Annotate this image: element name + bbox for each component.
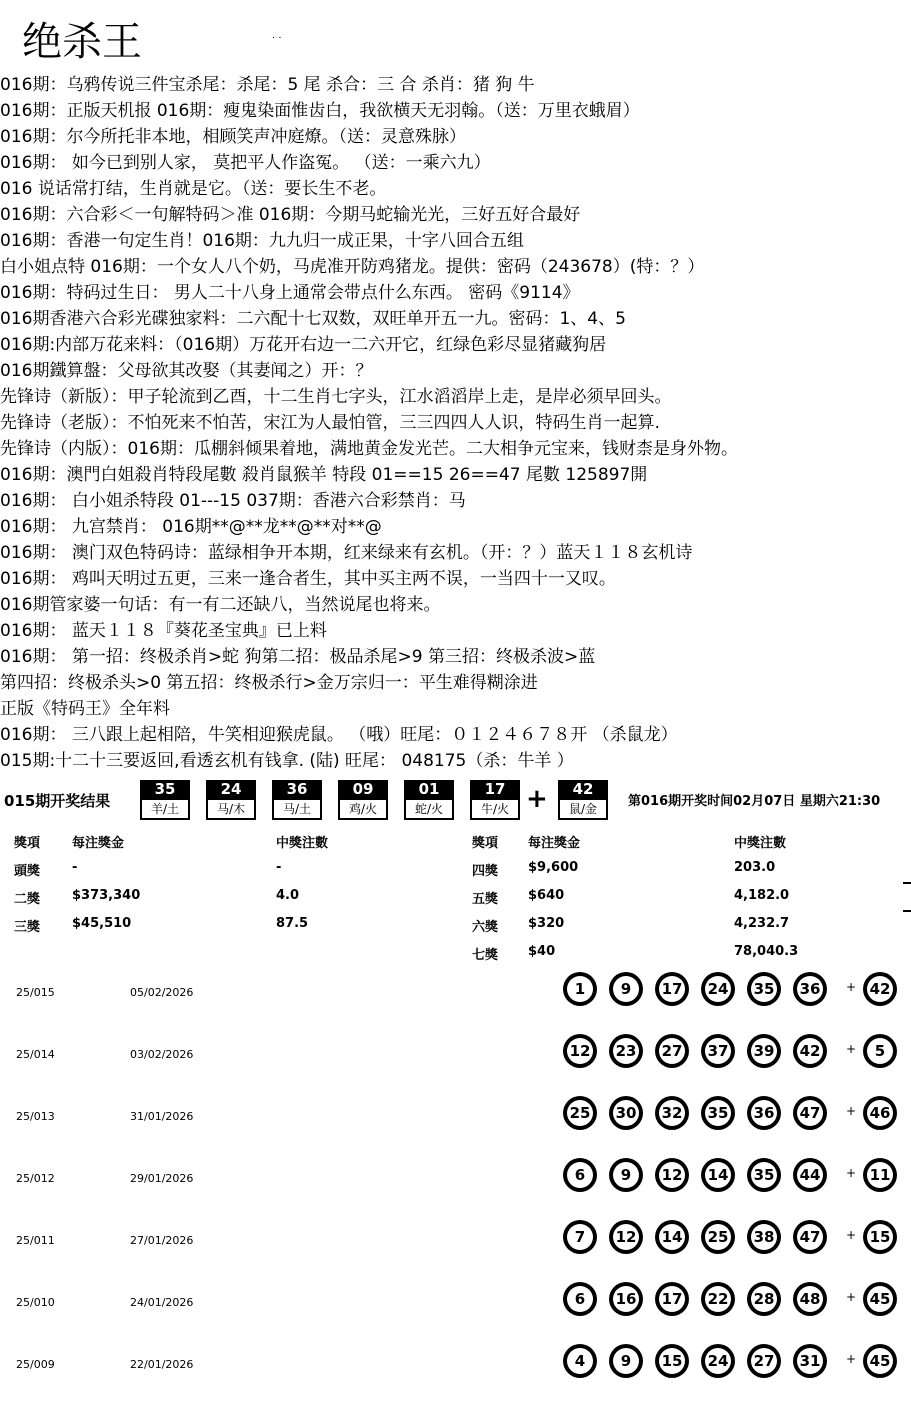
history-ball (793, 972, 827, 1006)
history-issue: 25/009 (16, 1358, 55, 1371)
history-issue: 25/010 (16, 1296, 55, 1309)
history-ball-number: 5 (867, 1038, 893, 1064)
text-line: 016期：香港一句定生肖！016期：九九归一成正果，十字八回合五组 (0, 231, 524, 251)
history-ball (747, 972, 781, 1006)
prize-count: 203.0 (734, 860, 776, 875)
prize-name: 五獎 (472, 892, 499, 907)
history-ball (609, 1158, 643, 1192)
history-ball-number: 12 (613, 1224, 639, 1250)
history-row (0, 1340, 911, 1402)
divider (903, 910, 911, 912)
history-ball (563, 1158, 597, 1192)
history-ball-number: 1 (567, 976, 593, 1002)
history-ball-number: 17 (659, 1286, 685, 1312)
text-line: 016期：正版天机报 016期：瘦鬼染面惟齿白，我欲横天无羽翰。（送：万里衣蛾眉） (0, 101, 640, 121)
history-ball-number: 45 (867, 1286, 893, 1312)
prize-header: 中獎注數 (276, 836, 329, 851)
history-ball (701, 1034, 735, 1068)
history-date: 24/01/2026 (130, 1296, 194, 1309)
history-ball (655, 1282, 689, 1316)
history-special-ball (863, 972, 897, 1006)
history-ball (563, 1282, 597, 1316)
history-ball (793, 1220, 827, 1254)
text-line: 016期：澳門白姐殺肖特段尾數 殺肖鼠猴羊 特段 01==15 26==47 尾數 125897開 (0, 465, 648, 485)
history-ball-number: 48 (797, 1286, 823, 1312)
history-date: 27/01/2026 (130, 1234, 194, 1247)
history-row (0, 1092, 911, 1154)
text-line: 第四招：终极杀头>0 第五招：终极杀行>金万宗归一：平生难得糊涂进 (0, 673, 538, 693)
history-ball-number: 15 (659, 1348, 685, 1374)
history-ball (701, 1158, 735, 1192)
history-date: 29/01/2026 (130, 1172, 194, 1185)
text-line: 白小姐点特 016期：一个女人八个奶，马虎准开防鸡猪龙。提供：密码（243678）(特：？） (0, 257, 705, 277)
history-ball (609, 1344, 643, 1378)
ball-number: 24 (206, 780, 256, 798)
history-special-ball (863, 1220, 897, 1254)
ball-zodiac: 鸡/火 (338, 798, 388, 820)
ball-zodiac: 蛇/火 (404, 798, 454, 820)
history-row (0, 1216, 911, 1278)
prize-count: 78,040.3 (734, 944, 799, 959)
history-ball (793, 1158, 827, 1192)
history-ball-number: 14 (705, 1162, 731, 1188)
history-ball (747, 1220, 781, 1254)
plus-sign: + (846, 1290, 857, 1304)
plus-sign: + (846, 1166, 857, 1180)
prize-amount: $320 (528, 916, 565, 931)
history-special-ball (863, 1158, 897, 1192)
prize-name: 四獎 (472, 864, 499, 879)
text-line: 016期： 如今已到别人家， 莫把平人作盗冤。 （送：一乘六九） (0, 153, 491, 173)
ball-zodiac: 马/木 (206, 798, 256, 820)
history-ball (701, 972, 735, 1006)
text-line: 016期：尔今所托非本地，相顾笑声冲庭燎。（送：灵意殊脉） (0, 127, 466, 147)
history-ball-number: 9 (613, 1162, 639, 1188)
history-special-ball (863, 1034, 897, 1068)
history-ball (747, 1096, 781, 1130)
ball-zodiac: 牛/火 (470, 798, 520, 820)
prize-name: 三獎 (14, 920, 41, 935)
history-ball (609, 972, 643, 1006)
prize-name: 二獎 (14, 892, 41, 907)
history-ball-number: 17 (659, 976, 685, 1002)
text-line: 016期： 第一招：终极杀肖>蛇 狗第二招：极品杀尾>9 第三招：终极杀波>蓝 (0, 647, 596, 667)
prize-header: 每注獎金 (528, 836, 581, 851)
history-ball-number: 31 (797, 1348, 823, 1374)
plus-sign: + (846, 980, 857, 994)
prize-amount: $373,340 (72, 888, 141, 903)
ball-number: 35 (140, 780, 190, 798)
prize-amount: $45,510 (72, 916, 132, 931)
text-line: 016 说话常打结，生肖就是它。（送：要长生不老。 (0, 179, 387, 199)
history-ball (563, 972, 597, 1006)
history-ball-number: 6 (567, 1162, 593, 1188)
history-issue: 25/013 (16, 1110, 55, 1123)
prize-amount: $640 (528, 888, 565, 903)
history-ball (701, 1096, 735, 1130)
draw-result (0, 778, 911, 824)
history-ball-number: 47 (797, 1100, 823, 1126)
ball-zodiac: 马/土 (272, 798, 322, 820)
result-ball (140, 780, 190, 820)
plus-sign: + (846, 1352, 857, 1366)
plus-sign: + (846, 1228, 857, 1242)
history-ball-number: 25 (705, 1224, 731, 1250)
text-line: 016期鐵算盤：父母欲其改娶（其妻闻之）开：？ (0, 361, 373, 381)
history-ball-number: 28 (751, 1286, 777, 1312)
history-ball-number: 44 (797, 1162, 823, 1188)
history-date: 03/02/2026 (130, 1048, 194, 1061)
prize-count: 4.0 (276, 888, 300, 903)
divider (903, 882, 911, 884)
history-ball-number: 4 (567, 1348, 593, 1374)
ball-zodiac: 鼠/金 (558, 798, 608, 820)
prize-count: 4,182.0 (734, 888, 790, 903)
prize-amount: $9,600 (528, 860, 579, 875)
history-date: 05/02/2026 (130, 986, 194, 999)
history-ball (747, 1282, 781, 1316)
history-row (0, 1278, 911, 1340)
history-ball-number: 12 (659, 1162, 685, 1188)
history-date: 31/01/2026 (130, 1110, 194, 1123)
history-ball-number: 38 (751, 1224, 777, 1250)
result-ball (338, 780, 388, 820)
prize-table (0, 826, 911, 966)
history-ball-number: 47 (797, 1224, 823, 1250)
ball-number: 42 (558, 780, 608, 798)
history-ball-number: 27 (751, 1348, 777, 1374)
special-ball (558, 780, 608, 820)
history-ball-number: 11 (867, 1162, 893, 1188)
history-ball-number: 22 (705, 1286, 731, 1312)
history-ball-number: 15 (867, 1224, 893, 1250)
history-row (0, 1030, 911, 1092)
history-issue: 25/012 (16, 1172, 55, 1185)
text-line: 016期：六合彩＜一句解特码＞准 016期：今期马蛇输光光，三好五好合最好 (0, 205, 581, 225)
history-ball (655, 972, 689, 1006)
history-ball-number: 36 (751, 1100, 777, 1126)
prize-header: 獎項 (14, 836, 41, 851)
history-ball-number: 35 (705, 1100, 731, 1126)
history-ball (609, 1220, 643, 1254)
history-ball (701, 1220, 735, 1254)
plus-sign: + (846, 1104, 857, 1118)
result-ball (272, 780, 322, 820)
history-ball (563, 1344, 597, 1378)
text-line: 016期:内部万花来料：（016期）万花开右边一二六开它，红绿色彩尽显猪藏狗居 (0, 335, 607, 355)
ball-number: 09 (338, 780, 388, 798)
history-ball (793, 1034, 827, 1068)
history-special-ball (863, 1282, 897, 1316)
history-ball-number: 32 (659, 1100, 685, 1126)
history-ball (747, 1034, 781, 1068)
text-line: 016期管家婆一句话：有一有二还缺八，当然说尾也将来。 (0, 595, 441, 615)
history-ball (701, 1282, 735, 1316)
plus-sign: + (526, 784, 548, 814)
result-label: 015期开奖结果 (4, 792, 111, 810)
prize-name: 頭獎 (14, 864, 41, 879)
history-ball-number: 7 (567, 1224, 593, 1250)
result-ball (470, 780, 520, 820)
history-ball (563, 1220, 597, 1254)
history-ball (609, 1096, 643, 1130)
text-line: 016期： 三八跟上起相陪，牛笑相迎猴虎鼠。 （哦）旺尾：０１２４６７８开 （杀鼠龙） (0, 725, 678, 745)
text-line: 先锋诗（内版）：016期：瓜棚斜倾果着地，满地黄金发光芒。二大相争元宝来，钱财柰是身外物。 (0, 439, 738, 459)
history-ball-number: 35 (751, 976, 777, 1002)
history-ball (747, 1344, 781, 1378)
title-dots: . . (272, 30, 282, 41)
history-issue: 25/014 (16, 1048, 55, 1061)
text-line: 正版《特码王》全年料 (0, 699, 170, 719)
page-title: 绝杀王 (22, 19, 142, 65)
history-ball (655, 1220, 689, 1254)
prize-count: - (276, 860, 282, 875)
history-ball (609, 1282, 643, 1316)
result-ball (206, 780, 256, 820)
text-line: 016期： 澳门双色特码诗：蓝绿相争开本期，红来绿来有玄机。（开：？）蓝天１１８玄机诗 (0, 543, 693, 563)
history-ball-number: 46 (867, 1100, 893, 1126)
history-ball-number: 9 (613, 976, 639, 1002)
ball-number: 36 (272, 780, 322, 798)
ball-number: 01 (404, 780, 454, 798)
history-ball-number: 9 (613, 1348, 639, 1374)
prize-count: 4,232.7 (734, 916, 790, 931)
history-ball (793, 1282, 827, 1316)
result-ball (404, 780, 454, 820)
text-line: 先锋诗（老版）：不怕死来不怕苦，宋江为人最怕管，三三四四人人识，特码生肖一起算. (0, 413, 660, 433)
history-row (0, 1154, 911, 1216)
history-ball-number: 23 (613, 1038, 639, 1064)
history-ball-number: 6 (567, 1286, 593, 1312)
history-ball-number: 30 (613, 1100, 639, 1126)
history-ball-number: 25 (567, 1100, 593, 1126)
prize-amount: - (72, 860, 78, 875)
history-ball-number: 37 (705, 1038, 731, 1064)
prize-header: 每注獎金 (72, 836, 125, 851)
prize-name: 七獎 (472, 948, 499, 963)
text-line: 016期：特码过生日： 男人二十八身上通常会带点什么东西。 密码《9114》 (0, 283, 580, 303)
text-line: 016期： 蓝天１１８『葵花圣宝典』已上料 (0, 621, 327, 641)
next-draw-time: 第016期开奖时间02月07日 星期六21:30 (628, 794, 881, 809)
prize-header: 獎項 (472, 836, 499, 851)
plus-sign: + (846, 1042, 857, 1056)
history-ball-number: 16 (613, 1286, 639, 1312)
history-ball (609, 1034, 643, 1068)
prize-amount: $40 (528, 944, 556, 959)
history-ball (793, 1344, 827, 1378)
history-ball (563, 1034, 597, 1068)
history-ball (655, 1344, 689, 1378)
history-ball-number: 27 (659, 1038, 685, 1064)
text-lines (0, 72, 911, 774)
history-ball-number: 39 (751, 1038, 777, 1064)
text-line: 016期香港六合彩光碟独家料：二六配十七双数，双旺单开五一九。密码：1、4、5 (0, 309, 626, 329)
history-ball-number: 45 (867, 1348, 893, 1374)
text-line: 016期：乌鸦传说三件宝杀尾：杀尾：5 尾 杀合：三 合 杀肖：猪 狗 牛 (0, 75, 535, 95)
history-row (0, 968, 911, 1030)
history-ball-number: 24 (705, 1348, 731, 1374)
history-special-ball (863, 1096, 897, 1130)
text-line: 先锋诗（新版）：甲子轮流到乙酉，十二生肖七字头，江水滔滔岸上走，是岸必须早回头。 (0, 387, 672, 407)
history-ball (701, 1344, 735, 1378)
history-ball-number: 42 (797, 1038, 823, 1064)
prize-header: 中獎注數 (734, 836, 787, 851)
history-ball (655, 1096, 689, 1130)
history-ball (655, 1034, 689, 1068)
prize-count: 87.5 (276, 916, 309, 931)
history-ball-number: 36 (797, 976, 823, 1002)
history-ball (563, 1096, 597, 1130)
history-issue: 25/015 (16, 986, 55, 999)
text-line: 016期： 鸡叫天明过五更，三来一逢合者生，其中买主两不误，一当四十一又叹。 (0, 569, 616, 589)
history-issue: 25/011 (16, 1234, 55, 1247)
history-ball (655, 1158, 689, 1192)
ball-number: 17 (470, 780, 520, 798)
history-ball-number: 24 (705, 976, 731, 1002)
prize-name: 六獎 (472, 920, 499, 935)
history-ball-number: 42 (867, 976, 893, 1002)
text-line: 016期： 九宫禁肖： 016期**@**龙**@**对**@ (0, 517, 382, 537)
history-ball-number: 12 (567, 1038, 593, 1064)
ball-zodiac: 羊/土 (140, 798, 190, 820)
history-ball-number: 35 (751, 1162, 777, 1188)
text-line: 016期： 白小姐杀特段 01---15 037期：香港六合彩禁肖：马 (0, 491, 466, 511)
history-ball (793, 1096, 827, 1130)
history-date: 22/01/2026 (130, 1358, 194, 1371)
history-special-ball (863, 1344, 897, 1378)
text-line: 015期:十二十三要返回,看透玄机有钱拿. (陆) 旺尾： 048175（杀：牛羊 ） (0, 751, 574, 771)
history-ball-number: 14 (659, 1224, 685, 1250)
history-ball (747, 1158, 781, 1192)
